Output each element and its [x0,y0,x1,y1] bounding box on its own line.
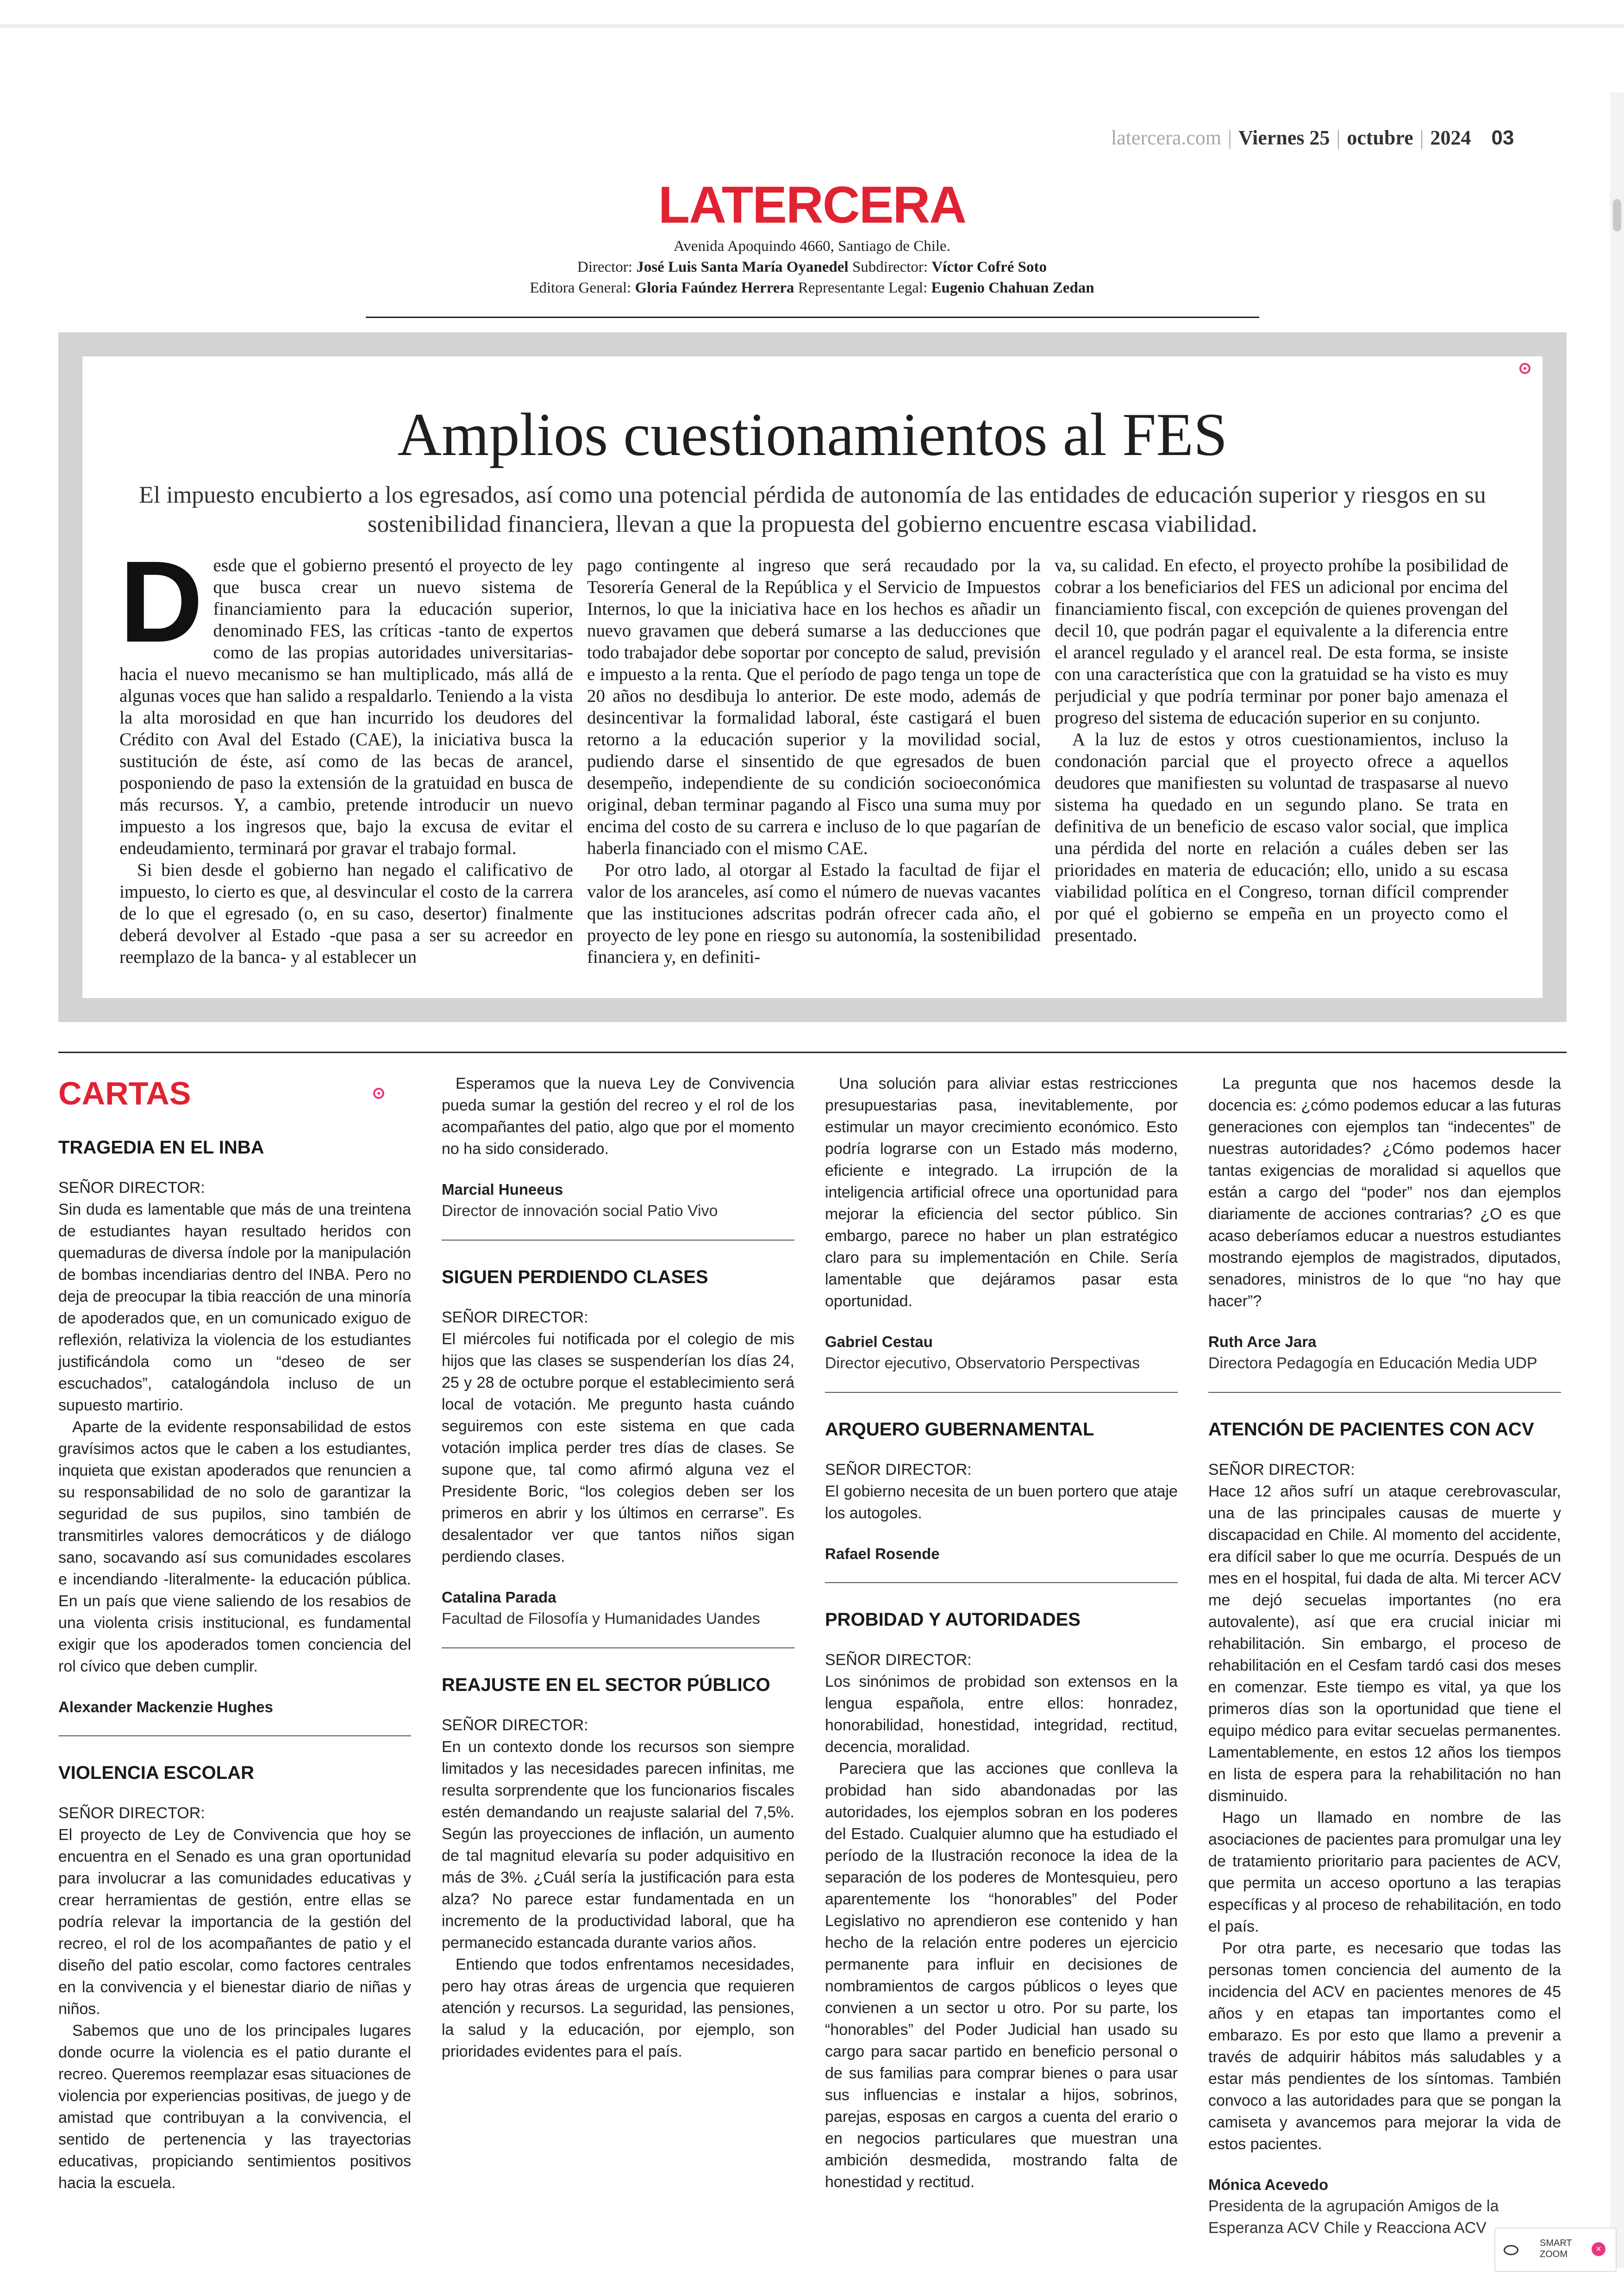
masthead-divider [366,317,1259,318]
letter-divider [442,1647,794,1648]
letter-divider [825,1392,1178,1393]
editorial-column-3: va, su calidad. En efecto, el proyecto prohíbe la posibilidad de cobrar a los beneficiarios del FES un adicional por encima del financiamiento fiscal, con excepción de quienes provengan del decil 10, que podrán pagar el equivalente a la diferencia entre el arancel regulado y el arancel real. De esta forma, se insiste con una característica que con la gratuidad se ha visto es muy perjudicial y que podría terminar por poner bajo amenaza el progreso del sistema de educación superior en su conjunto. A la luz de estos y otros cuestionamientos, incluso la condonación parcial que el proyecto ofrece a aquellos deudores que manifiesten su voluntad de traspasarse al nuevo sistema ha quedado en un segundo plano. Se trata en definitiva de un beneficio de escaso valor social, que implica una pérdida del norte en relación a cuáles deben ser las prioridades en materia de educación; ello, unido a su escasa viabilidad política en el Congreso, tornan difícil comprender por qué el gobierno se empeña en un proyecto como el presentado. [1055,555,1508,945]
newspaper-logo: LATERCERA [658,176,966,234]
editora-name: Gloria Faúndez Herrera [635,280,794,296]
dateline: latercera.com | Viernes 25 | octubre | 2024 03 [1111,126,1514,149]
letter-title: TRAGEDIA EN EL INBA [58,1137,264,1158]
address: Avenida Apoquindo 4660, Santiago de Chile. [674,238,950,255]
letter-author: Alexander Mackenzie Hughes [58,1698,273,1715]
salutation: SEÑOR DIRECTOR: [442,1309,588,1326]
letter-author: Gabriel Cestau [825,1333,933,1350]
cartas-divider [58,1052,1567,1053]
letter-author-role: Director ejecutivo, Observatorio Perspectivas [825,1354,1140,1372]
letter-body: Hago un llamado en nombre de las asociaciones de pacientes para promulgar una ley de tratamiento prioritario para pacientes de ACV, que permita un acceso oportuno a las terapias específicas y al proceso de rehabilitación, en todo el país. [1208,1809,1561,1935]
director-name: José Luis Santa María Oyanedel [636,259,849,275]
target-icon[interactable] [1519,363,1530,374]
date-month: octubre [1347,126,1413,149]
editorial-deck: El impuesto encubierto a los egresados, así como una potencial pérdida de autonomía de las entidades de educación superior y riesgos en su sostenibilidad financiera, llevan a que la propuesta del gobierno encuentre escasa viabilidad. [139,482,1486,537]
top-divider [0,24,1624,28]
editorial-title: Amplios cuestionamientos al FES [397,400,1228,468]
subdirector-name: Víctor Cofré Soto [931,259,1047,275]
close-icon[interactable]: × [1592,2242,1605,2256]
salutation: SEÑOR DIRECTOR: [442,1716,588,1734]
masthead [0,236,1624,299]
letter-author-role: Directora Pedagogía en Educación Media UDP [1208,1354,1537,1372]
scrollbar[interactable] [1610,93,1624,2268]
letter-author: Marcial Huneeus [442,1181,563,1198]
letter-author-role: Director de innovación social Patio Vivo [442,1202,718,1220]
letter-title: PROBIDAD Y AUTORIDADES [825,1609,1081,1630]
letters-column-3 [825,1073,1178,2193]
smart-zoom-label: SMART ZOOM [1540,2238,1572,2259]
letter-body: Pareciera que las acciones que conlleva la probidad han sido abandonadas por las autoridades, los ejemplos sobran en los poderes del Estado. Cualquier alumno que ha estudiado el período de la Ilustración reconoce la idea de la separación de los poderes de Montesquieu, pero aparentemente los “honorables” del Poder Legislativo no aprendieron ese contenido y han hecho de la relación entre poderes un ejercicio permanente para influir en decisiones de nombramientos de cargos públicos o leyes que convienen a un sector u otro. Por su parte, los “honorables” del Poder Judicial han usado su cargo para sacar partido en beneficio personal o de sus familias para comprar bienes o para usar sus influencias e instalar a hijos, sobrinos, parejas, esposas en cargos a cuenta del erario o en negocios particulares que muestran una ambición desmedida, mostrando falta de honestidad y rectitud. [825,1760,1178,2191]
salutation: SEÑOR DIRECTOR: [1208,1461,1355,1478]
editorial-box [58,332,1567,1022]
salutation: SEÑOR DIRECTOR: [825,1651,972,1669]
letters-column-2 [442,1073,794,2063]
letter-body: El gobierno necesita de un buen portero que ataje los autogoles. [825,1483,1178,1522]
letter-body: Sabemos que uno de los principales lugares donde ocurre la violencia es el patio durante el recreo. Queremos reemplazar esas situaciones de violencia por experiencias positivas, de juego y de amistad que contribuyan a la convivencia, el sentido de pertenencia y las trayectorias educativas, propiciando sentimientos positivos hacia la escuela. [58,2022,411,2192]
letter-body: El miércoles fui notificada por el colegio de mis hijos que las clases se suspenderían los días 24, 25 y 28 de octubre porque el establecimiento será local de votación. Me pregunto hasta cuándo seguiremos con este sistema en que cada votación implica perder tres días de clases. Se supone que, tal como afirmó alguna vez el Presidente Boric, “los colegios deben ser los primeros en abrir y los últimos en cerrarse”. Es desalentador ver que tantos niños sigan perdiendo clases. [442,1330,794,1565]
eye-icon[interactable] [1504,2245,1518,2255]
letter-body: Por otra parte, es necesario que todas las personas tomen conciencia del aumento de la incidencia del ACV en pacientes menores de 45 años y en etapas tan importantes como el embarazo. Es por esto que llamo a prevenir a través de adquirir hábitos más saludables y a estar más pendientes de los síntomas. También convoco a las autoridades para que se pongan la camiseta y avancemos para mejorar la vida de estos pacientes. [1208,1940,1561,2153]
target-icon[interactable] [373,1088,384,1099]
letter-author: Ruth Arce Jara [1208,1333,1317,1350]
letter-body: La pregunta que nos hacemos desde la docencia es: ¿cómo podemos educar a las futuras generaciones con ejemplos tan “indecentes” de nuestras autoridades? ¿Cómo podemos hacer tantas exigencias de moralidad si aquellos que están a cargo del “poder” nos dan ejemplos diariamente de acciones contrarias? ¿O es que acaso deberíamos educar a nuestros estudiantes mostrando ejemplos de magistrados, diputados, senadores, ministros de lo que “no hay que hacer”? [1208,1075,1561,1310]
letter-title: VIOLENCIA ESCOLAR [58,1763,254,1783]
rep-name: Eugenio Chahuan Zedan [931,280,1094,296]
letter-body: Esperamos que la nueva Ley de Convivencia pueda sumar la gestión del recreo y el rol de los acompañantes del patio, algo que por el momento no ha sido considerado. [442,1075,794,1158]
masthead-editors: Editora General: Gloria Faúndez Herrera Representante Legal: Eugenio Chahuan Zedan [530,280,1094,296]
salutation: SEÑOR DIRECTOR: [825,1461,972,1478]
letter-title: ARQUERO GUBERNAMENTAL [825,1419,1094,1440]
letter-body: Una solución para aliviar estas restricciones presupuestarias pasa, inevitablemente, por estimular un mayor crecimiento económico. Esto podría lograrse con un Estado más moderno, eficiente e integrado. La irrupción de la inteligencia artificial ofrece una oportunidad para mejorar la eficiencia del sector público. Sin embargo, parece no haber un plan estratégico claro para su implementación en Chile. Sería lamentable que dejáramos pasar esta oportunidad. [825,1075,1178,1310]
letter-author: Mónica Acevedo [1208,2176,1329,2193]
letter-divider [825,1582,1178,1583]
letter-body: Aparte de la evidente responsabilidad de estos gravísimos actos que le caben a los estudiantes, inquieta que existan apoderados que renuncien a su responsabilidad de no solo de garantizar la seguridad de sus pupilos, sino también de transmitirles valores democráticos y de diálogo sano, socavando así sus comunidades escolares e incendiando -literalmente- la educación pública. En un país que viene saliendo de los resabios de una violenta crisis institucional, es fundamental exigir que los apoderados tomen conciencia del rol cívico que deben cumplir. [58,1418,411,1675]
letter-author: Rafael Rosende [825,1545,940,1562]
date-day: Viernes 25 [1238,126,1330,149]
letter-title: SIGUEN PERDIENDO CLASES [442,1267,708,1287]
editorial-content [82,356,1543,998]
letter-body: El proyecto de Ley de Convivencia que hoy se encuentra en el Senado es una gran oportunidad para involucrar a las comunidades educativas y crear herramientas de gestión, entre ellas se podría relevar la importancia de la gestión del recreo, el rol de los acompañantes de patio y el diseño del patio escolar, como factores centrales en la convivencia y el bienestar diario de niñas y niños. [58,1826,411,2018]
page-number: 03 [1491,126,1514,149]
letter-author-role: Facultad de Filosofía y Humanidades Uandes [442,1610,760,1628]
masthead-directors: Director: José Luis Santa María Oyanedel Subdirector: Víctor Cofré Soto [577,259,1047,275]
letters-column-1 [58,1137,411,2194]
editorial-column-1: Desde que el gobierno presentó el proyecto de ley que busca crear un nuevo sistema de financiamiento para la educación superior, denominado FES, las críticas -tanto de expertos como de las propias autoridades universitarias- hacia el nuevo mecanismo se han multiplicado, más allá de algunas voces que han salido a respaldarlo. Teniendo a la vista la alta morosidad en que han incurrido los deudores del Crédito con Aval del Estado (CAE), la iniciativa busca la sustitución de éste, así como de las becas de arancel, posponiendo de paso la extensión de la gratuidad en busca de más recursos. Y, a cambio, pretende introducir un nuevo impuesto a los ingresos que, bajo la excusa de evitar el endeudamiento, terminará por gravar el trabajo formal. Si bien desde el gobierno han negado el calificativo de impuesto, lo cierto es que, al desvincular el costo de la carrera de lo que el egresado (o, en su caso, desertor) finalmente deberá devolver al Estado -que pasa a ser su acreedor en reemplazo de la banca- y al establecer un [119,555,573,967]
letter-title: ATENCIÓN DE PACIENTES CON ACV [1208,1419,1534,1440]
letter-title: REAJUSTE EN EL SECTOR PÚBLICO [442,1675,770,1695]
letter-divider [442,1240,794,1241]
letter-divider [58,1735,411,1736]
smart-zoom-widget[interactable] [1494,2227,1617,2272]
letter-body: En un contexto donde los recursos son siempre limitados y las necesidades parecen infinitas, me resulta sorprendente que los funcionarios fiscales estén demandando un reajuste salarial del 7,5%. Según las proyecciones de inflación, un aumento de tal magnitud elevaría su poder adquisitivo en más de 3%. ¿Cuál sería la justificación para esta alza? No parece estar fundamentada en un incremento de la productividad laboral, que ha permanecido estancada durante varios años. [442,1738,794,1952]
salutation: SEÑOR DIRECTOR: [58,1804,205,1822]
salutation: SEÑOR DIRECTOR: [58,1179,205,1197]
letter-author: Catalina Parada [442,1589,556,1606]
letter-body: Sin duda es lamentable que más de una treintena de estudiantes hayan resultado heridos con quemaduras de diversa índole por la manipulación de bombas incendiarias dentro del INBA. Pero no deja de preocupar la tibia reacción de una minoría de apoderados que, en un comunicado exiguo de reflexión, relativiza la violencia de los estudiantes justificándola como un “deseo de ser escuchados”, catalogándola incluso de un supuesto martirio. [58,1201,411,1414]
site-link[interactable]: latercera.com [1111,126,1222,149]
letter-body: Entiendo que todos enfrentamos necesidades, pero hay otras áreas de urgencia que requieren atención y recursos. La seguridad, las pensiones, la salud y la educación, por ejemplo, son prioridades evidentes para el país. [442,1956,794,2060]
letter-author-role: Presidenta de la agrupación Amigos de la Esperanza ACV Chile y Reacciona ACV [1208,2197,1499,2237]
letter-divider [1208,1392,1561,1393]
drop-cap: D [119,555,203,666]
date-year: 2024 [1430,126,1471,149]
letters-column-4 [1208,1073,1561,2239]
letter-body: Hace 12 años sufrí un ataque cerebrovascular, una de las principales causas de muerte y discapacidad en Chile. Al momento del accidente, era difícil saber lo que me ocurría. Después de un mes en el hospital, fui dada de alta. Mi tercer ACV me dejó secuelas importantes (no era autovalente), así que era crucial iniciar mi rehabilitación. Sin embargo, el proceso de rehabilitación en el Cesfam tardó casi dos meses en comenzar. Este tiempo es vital, ya que los primeros días son la oportunidad que tiene el equipo médico para evitar secuelas permanentes. Lamentablemente, en estos 12 años los tiempos en lista de espera para la rehabilitación no han disminuido. [1208,1483,1561,1805]
editorial-column-2: pago contingente al ingreso que será recaudado por la Tesorería General de la República y el Servicio de Impuestos Internos, lo que la iniciativa hace en los hechos es añadir un nuevo gravamen que deberá sumarse a las deducciones que todo trabajador debe soportar por concepto de salud, previsión e impuesto a la renta. Que el período de pago tenga un tope de 20 años no desdibuja lo anterior. De este modo, además de desincentivar la formalidad laboral, éste castigará el buen retorno a la educación superior y la movilidad social, pudiendo darse el sinsentido de que egresados de buen desempeño, independiente de su condición socioeconómica original, deban terminar pagando al Fisco una suma muy por encima del costo de su carrera e incluso de lo que pagarían de haberla financiado con el mismo CAE. Por otro lado, al otorgar al Estado la facultad de fijar el valor de los aranceles, así como el número de nuevas vacantes que las instituciones adscritas podrán ofrecer cada año, el proyecto de ley pone en riesgo su autonomía, la sostenibilidad financiera y, en definiti- [587,555,1041,967]
cartas-title: CARTAS [58,1075,191,1111]
letter-body: Los sinónimos de probidad son extensos en la lengua española, entre ellos: honradez, honorabilidad, honestidad, integridad, rectitud, decencia, moralidad. [825,1673,1178,1756]
